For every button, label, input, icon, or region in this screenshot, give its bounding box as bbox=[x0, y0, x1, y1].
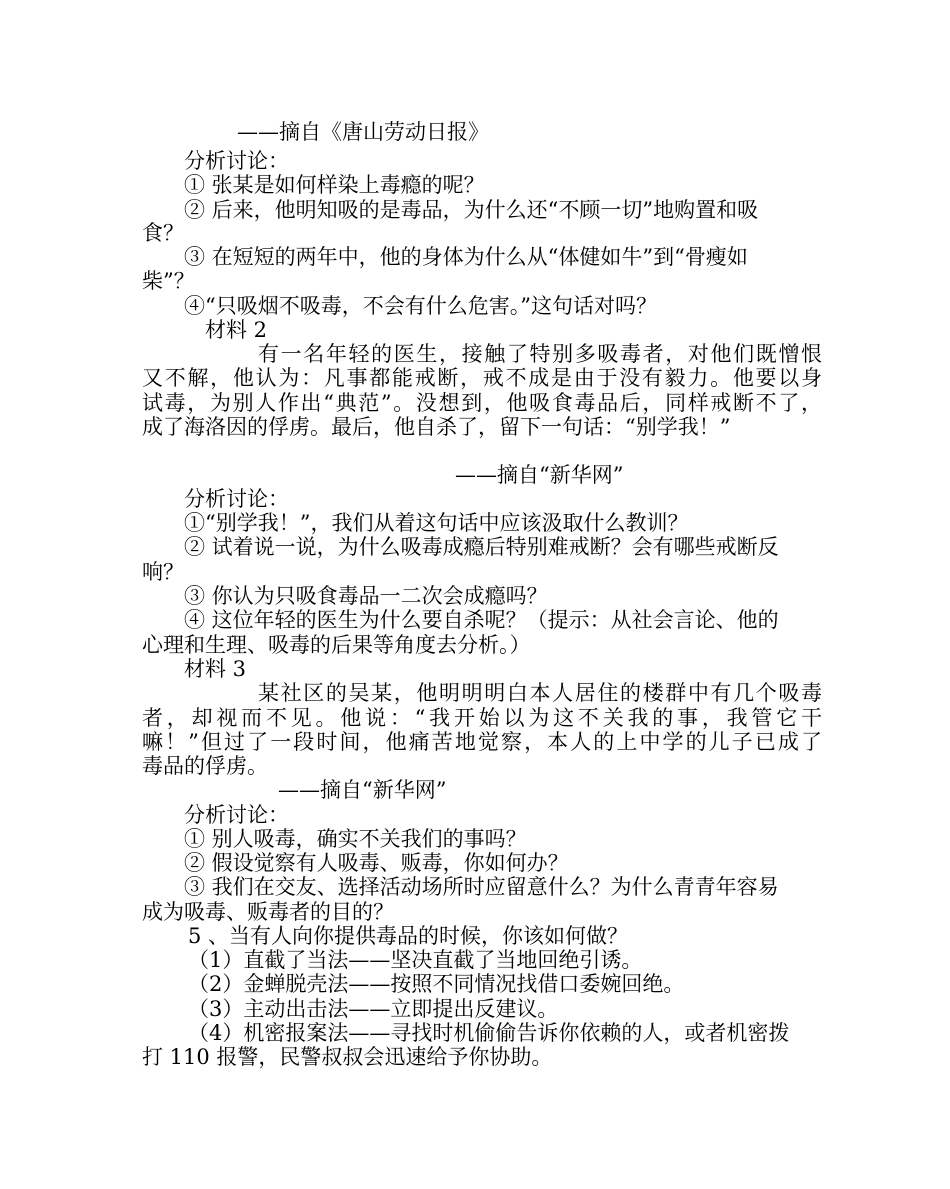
method-item: （2）金蝉脱壳法——按照不同情况找借口委婉回绝。 bbox=[188, 972, 685, 996]
question-item: ①“别学我！”，我们从着这句话中应该汲取什么教训？ bbox=[184, 511, 689, 535]
section-5-heading: 5 、当有人向你提供毒品的时候，你该如何做？ bbox=[188, 924, 629, 948]
method-item: （4）机密报案法——寻找时机偷偷告诉你依赖的人，或者机密拨 bbox=[188, 1021, 790, 1045]
question-item: ① 别人吸毒，确实不关我们的事吗？ bbox=[184, 827, 527, 851]
question-item: ② 后来，他明知吸的是毒品，为什么还“不顾一切”地购置和吸 bbox=[184, 198, 759, 222]
analysis-heading: 分析讨论： bbox=[184, 149, 289, 173]
paragraph-line: 又不解，他认为：凡事都能戒断，戒不成是由于没有毅力。他要以身 bbox=[142, 366, 822, 390]
paragraph-line: 成了海洛因的俘虏。最后，他自杀了，留下一句话：“别学我！” bbox=[142, 415, 731, 439]
analysis-heading: 分析讨论： bbox=[184, 487, 289, 511]
paragraph-line: 某社区的吴某，他明明明白本人居住的楼群中有几个吸毒 bbox=[258, 681, 822, 705]
question-item: ④“只吸烟不吸毒，不会有什么危害。”这句话对吗？ bbox=[184, 294, 657, 318]
question-item-cont: 响？ bbox=[142, 560, 184, 584]
question-item: ② 假设觉察有人吸毒、贩毒，你如何办？ bbox=[184, 851, 569, 875]
paragraph-line: 者，却视而不见。他说：“我开始以为这不关我的事，我管它干 bbox=[142, 706, 822, 730]
question-item-cont: 心理和生理、吸毒的后果等角度去分析。） bbox=[142, 633, 531, 657]
paragraph-line: 毒品的俘虏。 bbox=[142, 754, 268, 778]
paragraph-line: 有一名年轻的医生，接触了特别多吸毒者，对他们既憎恨 bbox=[258, 342, 822, 366]
question-item-cont: 食？ bbox=[142, 221, 184, 245]
method-item-cont: 打 110 报警，民警叔叔会迅速给予你协助。 bbox=[142, 1045, 553, 1069]
question-item: ④ 这位年轻的医生为什么要自杀呢？（提示：从社会言论、他的 bbox=[184, 608, 779, 632]
source-note-2: ——摘自“新华网” bbox=[455, 463, 624, 487]
question-item-cont: 成为吸毒、贩毒者的目的？ bbox=[142, 900, 394, 924]
method-item: （3）主动出击法——立即提出反建议。 bbox=[188, 997, 559, 1021]
paragraph-line: 试毒，为别人作出“典范”。没想到，他吸食毒品后，同样戒断不了， bbox=[142, 391, 822, 415]
analysis-heading: 分析讨论： bbox=[184, 803, 289, 827]
source-note-3: ——摘自“新华网” bbox=[278, 778, 447, 802]
source-note-1: ——摘自《唐山劳动日报》 bbox=[237, 120, 489, 144]
material-2-title: 材料 2 bbox=[205, 318, 268, 342]
paragraph-line: 嘛！”但过了一段时间，他痛苦地觉察，本人的上中学的儿子已成了 bbox=[142, 730, 822, 754]
question-item-cont: 柴”？ bbox=[142, 269, 195, 293]
question-item: ② 试着说一说，为什么吸毒成瘾后特别难戒断？会有哪些戒断反 bbox=[184, 535, 779, 559]
method-item: （1）直截了当法——坚决直截了当地回绝引诱。 bbox=[188, 948, 643, 972]
question-item: ③ 在短短的两年中，他的身体为什么从“体健如牛”到“骨瘦如 bbox=[184, 245, 748, 269]
material-3-title: 材料 3 bbox=[184, 657, 247, 681]
question-item: ① 张某是如何样染上毒瘾的呢？ bbox=[184, 173, 485, 197]
question-item: ③ 我们在交友、选择活动场所时应留意什么？为什么青青年容易 bbox=[184, 875, 779, 899]
question-item: ③ 你认为只吸食毒品一二次会成瘾吗？ bbox=[184, 584, 548, 608]
